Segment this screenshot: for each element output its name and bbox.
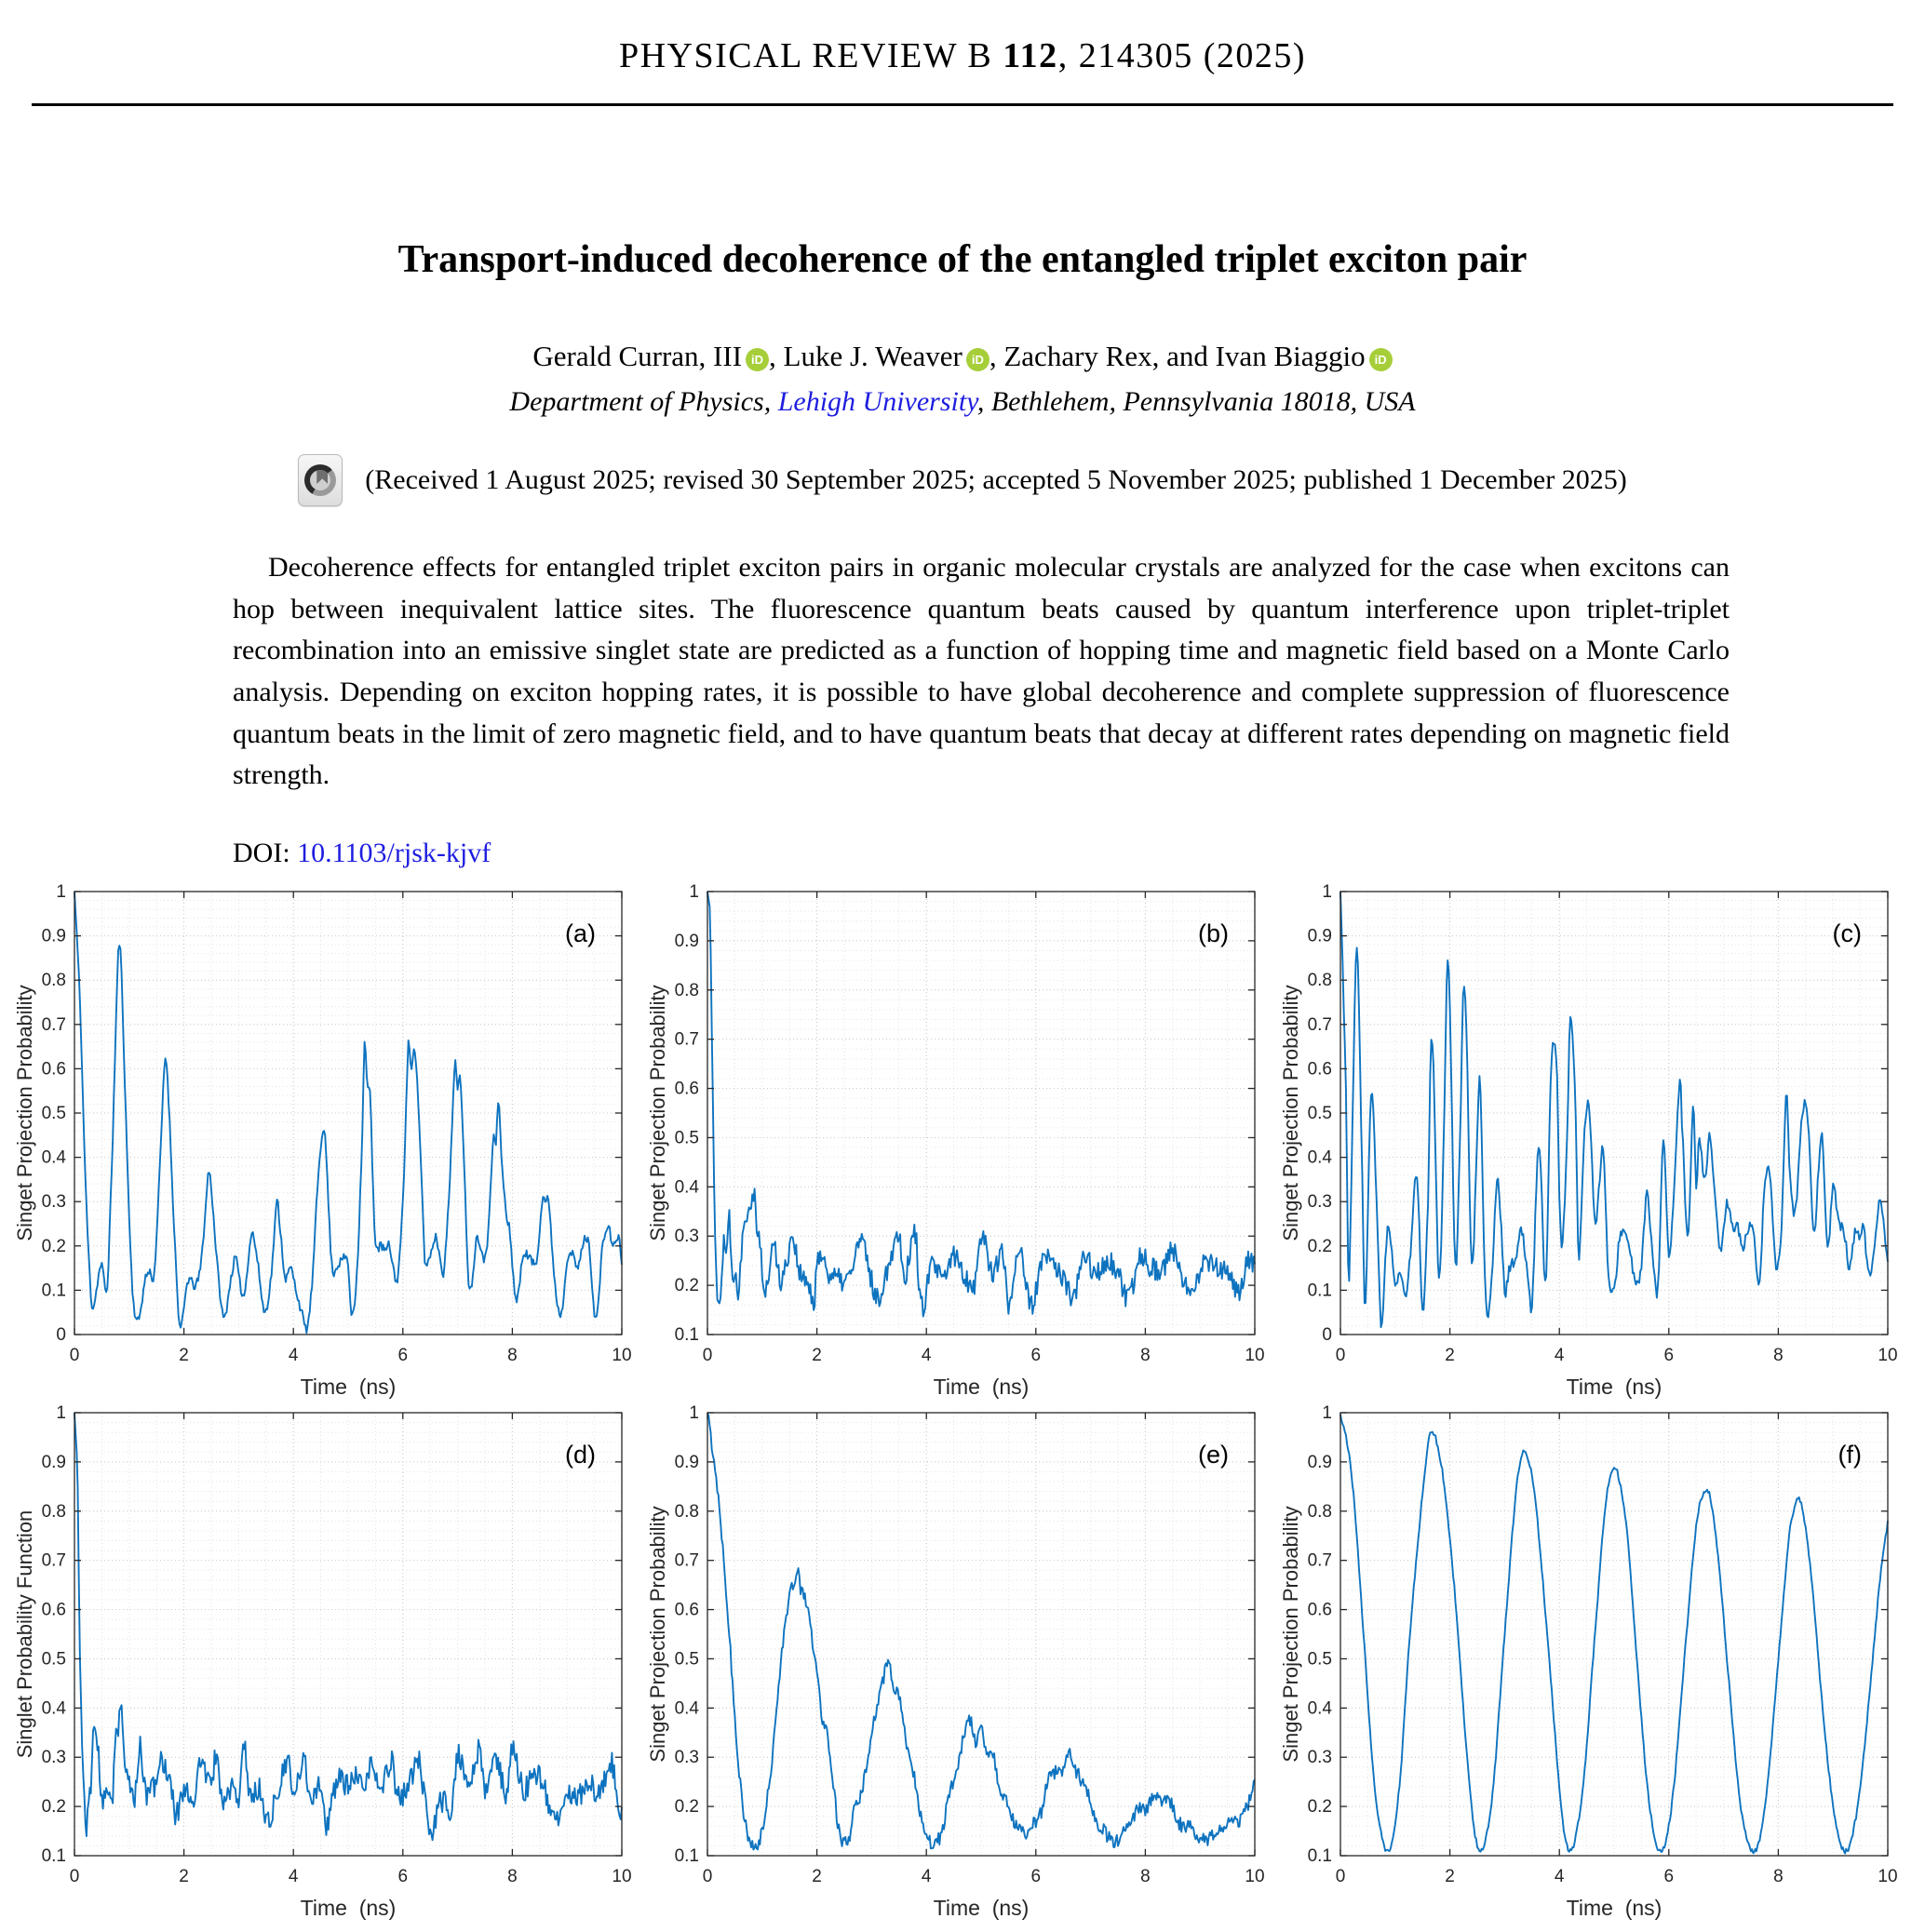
x-axis-label: Time (ns) — [933, 1375, 1030, 1399]
grid-minor-lines — [707, 1413, 1255, 1856]
x-axis-label: Time (ns) — [933, 1896, 1030, 1920]
author-name: Gerald Curran, III — [532, 340, 743, 372]
orcid-icon[interactable]: iD — [1369, 348, 1393, 371]
svg-text:6: 6 — [397, 1346, 409, 1365]
tick-labels — [42, 1403, 632, 1886]
panel-letter: (d) — [565, 1441, 596, 1469]
svg-text:0.5: 0.5 — [674, 1649, 699, 1670]
svg-text:6: 6 — [397, 1867, 409, 1886]
svg-text:0.8: 0.8 — [1307, 971, 1332, 991]
y-axis-label: Singet Projection Probability — [646, 985, 669, 1241]
svg-text:0.9: 0.9 — [674, 931, 699, 951]
svg-text:0.4: 0.4 — [1307, 1147, 1332, 1168]
svg-text:0.3: 0.3 — [1307, 1748, 1332, 1768]
svg-text:2: 2 — [812, 1867, 822, 1886]
y-axis-label: Singet Projection Probability — [1279, 1506, 1302, 1763]
page-title: Transport-induced decoherence of the entangled triplet exciton pair — [397, 238, 1528, 281]
chart-panel-b — [646, 882, 1279, 1403]
y-axis-label: Singet Projection Probability — [13, 985, 36, 1241]
svg-text:0.4: 0.4 — [41, 1147, 66, 1168]
author-separator: , — [989, 340, 1004, 372]
svg-text:0.5: 0.5 — [674, 1128, 699, 1148]
doi-link[interactable]: 10.1103/rjsk-kjvf — [297, 838, 491, 868]
svg-text:1: 1 — [1322, 882, 1332, 902]
svg-text:2: 2 — [812, 1346, 822, 1365]
svg-text:0.2: 0.2 — [41, 1797, 66, 1818]
svg-text:0.3: 0.3 — [674, 1748, 699, 1768]
chart-svg-c — [1279, 882, 1912, 1403]
svg-text:0.6: 0.6 — [674, 1600, 699, 1620]
svg-text:1: 1 — [56, 882, 66, 902]
author-name: Zachary Rex — [1003, 340, 1152, 372]
journal-header — [0, 35, 1925, 76]
svg-text:4: 4 — [1554, 1867, 1565, 1886]
svg-text:0.3: 0.3 — [41, 1192, 66, 1213]
svg-text:0: 0 — [69, 1346, 80, 1365]
svg-text:0.1: 0.1 — [1307, 1846, 1332, 1866]
svg-text:8: 8 — [507, 1867, 518, 1886]
svg-text:10: 10 — [612, 1867, 632, 1886]
svg-text:1: 1 — [689, 882, 699, 902]
svg-text:0.4: 0.4 — [674, 1177, 699, 1198]
svg-text:10: 10 — [1878, 1867, 1898, 1886]
svg-text:1: 1 — [56, 1403, 66, 1423]
svg-text:0.9: 0.9 — [1307, 1452, 1332, 1472]
data-series-line — [1340, 892, 1888, 1327]
svg-text:8: 8 — [507, 1346, 518, 1365]
crossmark-icon[interactable] — [298, 454, 343, 506]
svg-text:0.8: 0.8 — [674, 1501, 699, 1522]
panel-letter: (f) — [1838, 1441, 1862, 1469]
svg-text:0.7: 0.7 — [674, 1550, 699, 1571]
svg-text:10: 10 — [1878, 1346, 1898, 1365]
svg-text:0.6: 0.6 — [1307, 1600, 1332, 1620]
svg-text:0.6: 0.6 — [41, 1059, 66, 1080]
svg-text:0.4: 0.4 — [1307, 1698, 1332, 1719]
svg-text:2: 2 — [179, 1346, 189, 1365]
author-name: Ivan Biaggio — [1215, 340, 1366, 372]
svg-text:2: 2 — [179, 1867, 189, 1886]
svg-text:6: 6 — [1030, 1867, 1042, 1886]
chart-panel-c — [1279, 882, 1912, 1403]
svg-text:1: 1 — [1322, 1403, 1332, 1423]
svg-text:0: 0 — [1335, 1867, 1346, 1886]
journal-issue: , 214305 (2025) — [1057, 36, 1306, 75]
svg-text:0.2: 0.2 — [41, 1236, 66, 1256]
svg-text:0.2: 0.2 — [1307, 1236, 1332, 1256]
svg-text:0.8: 0.8 — [41, 971, 66, 991]
author-line — [0, 340, 1925, 373]
svg-text:0.7: 0.7 — [674, 1029, 699, 1050]
svg-text:8: 8 — [1773, 1867, 1784, 1886]
panel-letter: (e) — [1198, 1441, 1229, 1469]
author-name: Luke J. Weaver — [783, 340, 962, 372]
svg-text:0.7: 0.7 — [41, 1550, 66, 1571]
svg-text:10: 10 — [1245, 1867, 1265, 1886]
abstract-text: Decoherence effects for entangled triplet exciton pairs in organic molecular crystals are analyzed for the case when excitons can hop between inequivalent lattice sites. The fluorescence quantum beats caused by quantum interference upon triplet-triplet recombination into an emissive singlet state are predicted as a function of hopping time and magnetic field based on a Monte Carlo analysis. Depending on exciton hopping rates, it is possible to have global decoherence and complete suppression of fluorescence quantum beats in the limit of zero magnetic field, and to have quantum beats that decay at different rates depending on magnetic field strength. — [233, 552, 1730, 791]
y-axis-label: Singlet Probability Function — [13, 1509, 36, 1759]
svg-text:0.8: 0.8 — [41, 1501, 66, 1522]
x-axis-label: Time (ns) — [1566, 1896, 1662, 1920]
svg-text:0.4: 0.4 — [674, 1698, 699, 1719]
crossmark-core — [310, 470, 330, 490]
svg-text:4: 4 — [288, 1867, 299, 1886]
svg-text:4: 4 — [1554, 1346, 1565, 1365]
svg-text:0.5: 0.5 — [41, 1649, 66, 1670]
svg-text:0.8: 0.8 — [674, 980, 699, 1000]
crossmark-flag — [316, 470, 328, 484]
svg-text:2: 2 — [1445, 1867, 1455, 1886]
journal-volume: 112 — [1003, 36, 1058, 75]
svg-text:0.8: 0.8 — [1307, 1501, 1332, 1522]
orcid-icon[interactable]: iD — [966, 348, 989, 371]
svg-text:0.7: 0.7 — [41, 1014, 66, 1035]
affiliation-pre: Department of Physics, — [509, 386, 778, 417]
tick-labels — [1308, 882, 1898, 1365]
panel-letter: (b) — [1198, 919, 1229, 947]
author-separator: , — [769, 340, 784, 372]
y-axis-label: Singet Projection Probability — [646, 1506, 669, 1763]
chart-panel-f — [1279, 1403, 1912, 1925]
grid-minor-lines — [1340, 1413, 1888, 1856]
svg-text:0.6: 0.6 — [1307, 1059, 1332, 1080]
svg-text:0.2: 0.2 — [674, 1797, 699, 1818]
svg-text:10: 10 — [612, 1346, 632, 1365]
doi-line — [233, 838, 491, 869]
svg-text:6: 6 — [1663, 1346, 1675, 1365]
x-axis-label: Time (ns) — [300, 1375, 397, 1399]
svg-text:0.6: 0.6 — [41, 1600, 66, 1620]
journal-name: PHYSICAL REVIEW B — [618, 36, 1003, 75]
svg-text:4: 4 — [921, 1867, 932, 1886]
chart-svg-e — [646, 1403, 1279, 1925]
history-text: (Received 1 August 2025; revised 30 September 2025; accepted 5 November 2025; published 1 December 2025) — [365, 464, 1627, 495]
figure-panels — [13, 882, 1912, 1929]
svg-text:0.9: 0.9 — [1307, 926, 1332, 946]
svg-text:6: 6 — [1663, 1867, 1675, 1886]
chart-panel-e — [646, 1403, 1279, 1925]
svg-text:8: 8 — [1140, 1346, 1151, 1365]
header-rule — [32, 103, 1893, 106]
svg-text:4: 4 — [288, 1346, 299, 1365]
crossmark-ring — [304, 464, 336, 496]
svg-text:0.2: 0.2 — [1307, 1797, 1332, 1818]
history-row — [0, 454, 1925, 506]
svg-text:0.1: 0.1 — [674, 1846, 699, 1866]
svg-text:0.2: 0.2 — [674, 1276, 699, 1296]
tick-labels — [675, 1403, 1265, 1886]
svg-text:0.3: 0.3 — [674, 1227, 699, 1247]
x-axis-label: Time (ns) — [1566, 1375, 1662, 1399]
svg-text:8: 8 — [1773, 1346, 1784, 1365]
affiliation-line — [0, 386, 1925, 418]
svg-text:0.3: 0.3 — [41, 1748, 66, 1768]
svg-text:0.5: 0.5 — [1307, 1649, 1332, 1670]
chart-panel-a — [13, 882, 646, 1403]
svg-text:0: 0 — [56, 1325, 66, 1345]
chart-svg-f — [1279, 1403, 1912, 1925]
chart-svg-a — [13, 882, 646, 1403]
grid-minor-lines — [707, 892, 1255, 1335]
tick-labels — [675, 882, 1265, 1365]
chart-svg-d — [13, 1403, 646, 1925]
svg-text:0.5: 0.5 — [41, 1104, 66, 1123]
svg-text:0: 0 — [702, 1346, 713, 1365]
svg-text:2: 2 — [1445, 1346, 1455, 1365]
affiliation-university-link[interactable]: Lehigh University — [777, 386, 977, 417]
svg-text:0: 0 — [69, 1867, 80, 1886]
svg-text:8: 8 — [1140, 1867, 1151, 1886]
tick-labels — [42, 882, 632, 1365]
chart-svg-b — [646, 882, 1279, 1403]
svg-text:0.6: 0.6 — [674, 1079, 699, 1099]
svg-text:0: 0 — [702, 1867, 713, 1886]
svg-text:0.1: 0.1 — [41, 1281, 66, 1301]
panel-letter: (a) — [565, 919, 596, 947]
svg-text:0.1: 0.1 — [674, 1325, 699, 1345]
svg-text:0.9: 0.9 — [41, 926, 66, 946]
svg-text:10: 10 — [1245, 1346, 1265, 1365]
y-axis-label: Singet Projection Probability — [1279, 985, 1302, 1241]
svg-text:0.1: 0.1 — [1307, 1281, 1332, 1301]
chart-panel-d — [13, 1403, 646, 1925]
svg-text:0.3: 0.3 — [1307, 1192, 1332, 1213]
data-series-line — [74, 892, 622, 1333]
svg-text:1: 1 — [689, 1403, 699, 1423]
panel-letter: (c) — [1832, 919, 1862, 947]
svg-text:0.9: 0.9 — [674, 1452, 699, 1472]
svg-text:6: 6 — [1030, 1346, 1042, 1365]
affiliation-post: , Bethlehem, Pennsylvania 18018, USA — [976, 386, 1416, 417]
data-series-line — [707, 1414, 1255, 1850]
svg-text:0.9: 0.9 — [41, 1452, 66, 1472]
orcid-icon[interactable]: iD — [746, 348, 769, 371]
svg-text:0.5: 0.5 — [1307, 1104, 1332, 1123]
svg-text:0: 0 — [1322, 1325, 1332, 1345]
doi-label: DOI: — [233, 838, 298, 868]
svg-text:4: 4 — [921, 1346, 932, 1365]
svg-text:0.7: 0.7 — [1307, 1014, 1332, 1035]
svg-text:0.4: 0.4 — [41, 1698, 66, 1719]
svg-text:0.1: 0.1 — [41, 1846, 66, 1866]
author-separator: , and — [1151, 340, 1216, 372]
svg-text:0.7: 0.7 — [1307, 1550, 1332, 1571]
x-axis-label: Time (ns) — [300, 1896, 397, 1920]
svg-text:0: 0 — [1335, 1346, 1346, 1365]
